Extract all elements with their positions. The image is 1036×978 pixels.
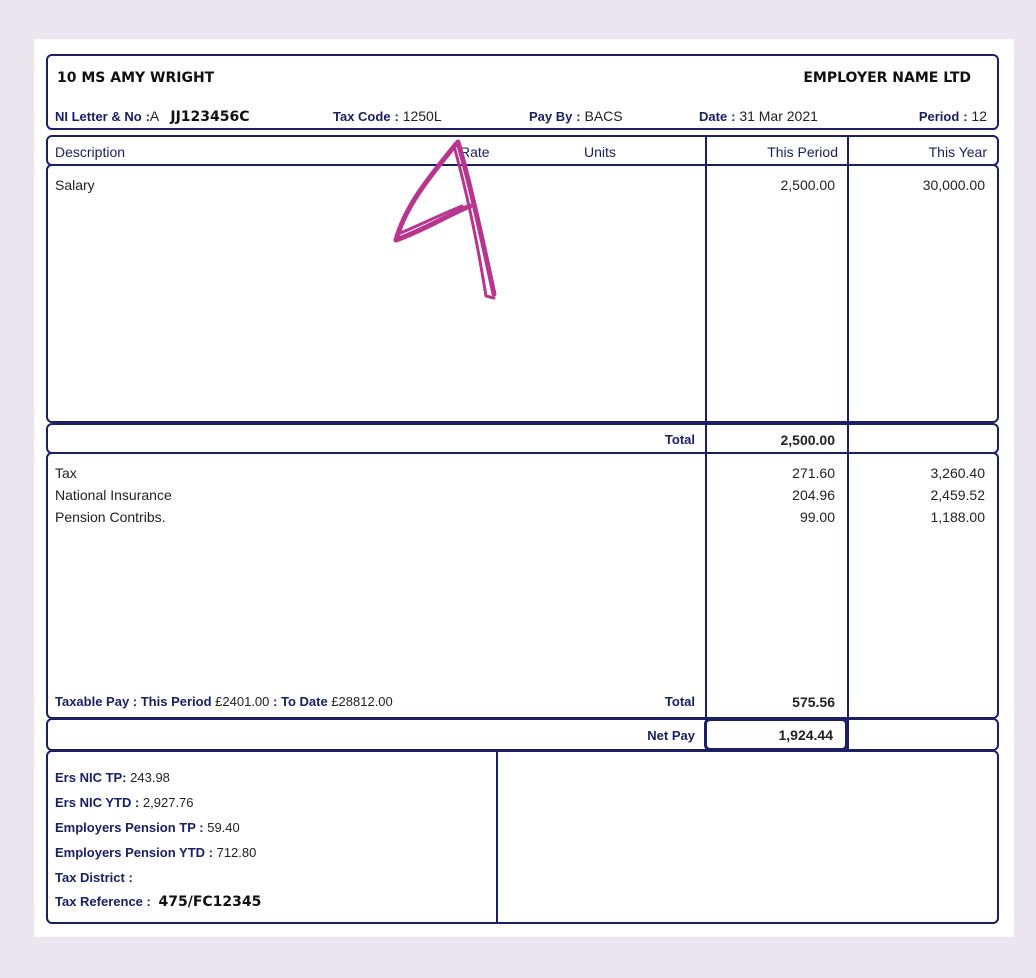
info-row: Employers Pension YTD : 712.80	[55, 845, 257, 860]
col-divider	[705, 452, 707, 719]
date-field: Date : 31 Mar 2021	[699, 108, 818, 124]
col-divider	[705, 164, 707, 423]
deduction-this-year: 2,459.52	[930, 487, 985, 503]
payment-this-period: 2,500.00	[780, 177, 835, 193]
deduction-this-period: 204.96	[792, 487, 835, 503]
info-row: Tax District :	[55, 870, 133, 885]
employee-line	[57, 70, 214, 86]
employee-number: 10	[57, 70, 77, 86]
annotation-arrow-icon	[384, 134, 504, 309]
payment-this-year: 30,000.00	[922, 177, 985, 193]
taxable-pay-to-date-label: : To Date	[273, 694, 328, 709]
payments-box	[46, 164, 999, 423]
tax-code-value: 1250L	[402, 108, 442, 124]
payment-description: Salary	[55, 177, 95, 193]
employer-name: EMPLOYER NAME LTD	[803, 70, 971, 86]
payslip-sheet	[34, 39, 1014, 937]
period-label: Period	[918, 109, 960, 124]
date-label: Date	[699, 109, 728, 124]
info-divider	[496, 750, 498, 924]
payments-total-value: 2,500.00	[780, 432, 835, 448]
col-divider	[847, 164, 849, 423]
ni-number: JJ123456C	[170, 109, 250, 125]
net-pay-value: 1,924.44	[778, 727, 833, 743]
deduction-this-year: 3,260.40	[930, 465, 985, 481]
col-this-year: This Year	[928, 144, 987, 160]
employer-info-box	[46, 750, 999, 924]
period-value: 12	[971, 108, 987, 124]
pay-by-value: BACS	[584, 108, 623, 124]
payments-total-label: Total	[664, 432, 695, 447]
col-this-period: This Period	[767, 144, 838, 160]
col-divider	[847, 423, 849, 454]
deductions-box	[46, 452, 999, 719]
deduction-description: Pension Contribs.	[55, 509, 166, 525]
period-field: Period : 12	[918, 108, 987, 124]
deductions-total-value: 575.56	[792, 694, 835, 710]
date-value: 31 Mar 2021	[739, 108, 818, 124]
net-pay-label: Net Pay	[647, 728, 695, 743]
pay-by-field: Pay By : BACS	[529, 108, 623, 124]
tax-code-field: Tax Code : 1250L	[333, 108, 442, 124]
deduction-this-period: 99.00	[799, 509, 835, 525]
info-row: Ers NIC YTD : 2,927.76	[55, 795, 194, 810]
tax-code-label: Tax Code	[333, 109, 391, 124]
deduction-description: Tax	[55, 465, 77, 481]
header-box	[46, 54, 999, 130]
net-pay-value-box	[704, 718, 848, 751]
col-divider	[847, 135, 849, 166]
taxable-pay-label: Taxable Pay : This Period	[55, 694, 212, 709]
col-description: Description	[55, 144, 126, 160]
info-row: Ers NIC TP: 243.98	[55, 770, 170, 785]
col-divider	[705, 135, 707, 166]
info-row: Tax Reference : 475/FC12345	[55, 894, 262, 910]
deduction-this-period: 271.60	[792, 465, 835, 481]
deduction-this-year: 1,188.00	[930, 509, 985, 525]
pay-by-label: Pay By	[529, 109, 573, 124]
ni-label: NI Letter & No	[55, 109, 142, 124]
info-row: Employers Pension TP : 59.40	[55, 820, 240, 835]
col-divider	[705, 423, 707, 454]
taxable-pay-to-date: £28812.00	[331, 694, 393, 709]
column-header-box	[46, 135, 999, 166]
ni-letter: A	[149, 108, 159, 124]
ni-field: NI Letter & No :A JJ123456C	[55, 108, 250, 125]
taxable-pay-line	[55, 694, 393, 709]
col-rate: Rate	[460, 144, 490, 160]
deduction-description: National Insurance	[55, 487, 172, 503]
col-divider	[847, 452, 849, 719]
deductions-total-label: Total	[664, 694, 695, 709]
employee-name: MS AMY WRIGHT	[81, 70, 215, 86]
payments-total-box	[46, 423, 999, 454]
taxable-pay-this-period: £2401.00	[215, 694, 270, 709]
net-pay-box	[46, 718, 999, 751]
col-units: Units	[584, 144, 616, 160]
